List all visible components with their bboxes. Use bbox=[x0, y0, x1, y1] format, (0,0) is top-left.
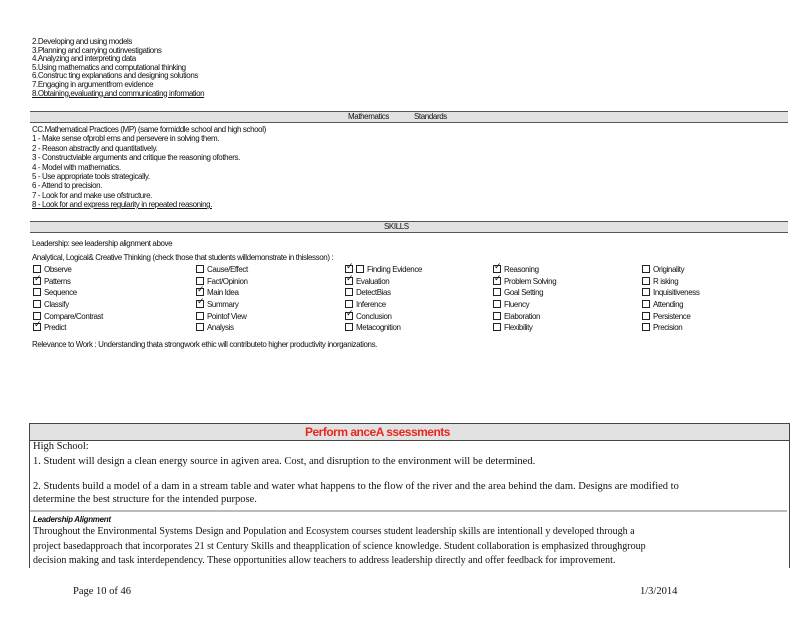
skills-column-cause bbox=[196, 265, 248, 335]
math-item: 3 - Constructviable arguments and critique the reasoning ofothers. bbox=[32, 153, 240, 163]
skill-item[interactable]: ✓Reasoning bbox=[493, 265, 556, 277]
skill-item[interactable]: ✓Summary bbox=[196, 300, 248, 312]
skills-column-evidence bbox=[345, 265, 422, 335]
checkbox[interactable] bbox=[33, 277, 41, 285]
checkbox[interactable] bbox=[493, 265, 501, 273]
math-standards-header bbox=[30, 111, 788, 123]
page-number: Page 10 of 46 bbox=[73, 586, 132, 597]
skills-column-observe bbox=[33, 265, 103, 335]
skill-item[interactable]: Flexibility bbox=[493, 323, 556, 335]
practice-item: 8.Obtaining,evaluating,and communicating information bbox=[32, 88, 205, 98]
skills-header bbox=[30, 221, 788, 233]
skills-categories-line: Analytical, Logical& Creative Thinking (check those that students willdemonstrate in thislesson) : bbox=[32, 253, 334, 262]
checkbox[interactable] bbox=[33, 300, 41, 308]
leadership-text-line: project basedapproach that incorporates 21 st Century Skills and theapplication of science knowledge. Student collaboration is emphasized throughgroup bbox=[33, 541, 646, 552]
checkbox[interactable] bbox=[642, 312, 650, 320]
checkbox[interactable] bbox=[493, 288, 501, 296]
skill-item[interactable]: Fact/Opinion bbox=[196, 277, 248, 289]
skill-item[interactable]: Persistence bbox=[642, 312, 699, 324]
skill-item[interactable]: ✓Problem Solving bbox=[493, 277, 556, 289]
skill-item[interactable]: ✓Conclusion bbox=[345, 312, 422, 324]
practice-item: 2.Developing and using models bbox=[32, 37, 133, 46]
skills-column-originality bbox=[642, 265, 699, 335]
skill-item[interactable]: Precision bbox=[642, 323, 699, 335]
checkbox[interactable] bbox=[33, 265, 41, 273]
math-item: 2 - Reason abstractly and quantitatively. bbox=[32, 143, 158, 153]
skill-item[interactable]: Classify bbox=[33, 300, 103, 312]
skill-item[interactable]: Elaboration bbox=[493, 312, 556, 324]
checkbox[interactable] bbox=[196, 300, 204, 308]
skill-item[interactable]: ✓Evaluation bbox=[345, 277, 422, 289]
performance-level: High School: bbox=[33, 441, 89, 452]
skill-item[interactable]: ✓Main Idea bbox=[196, 288, 248, 300]
checkbox[interactable] bbox=[345, 288, 353, 296]
math-item: 6 - Attend to precision. bbox=[32, 181, 103, 191]
performance-item-2: 2. Students build a model of a dam in a stream table and water what happens to the flow of the river and the area behind the dam. Designs are modified to bbox=[33, 481, 679, 492]
checkbox[interactable] bbox=[493, 312, 501, 320]
skill-item[interactable]: Observe bbox=[33, 265, 103, 277]
practice-item: 5.Using mathematics and computational thinking bbox=[32, 62, 186, 72]
math-item: 5 - Use appropriate tools strategically. bbox=[32, 171, 150, 181]
skill-item[interactable]: Pointof View bbox=[196, 312, 248, 324]
leadership-text-line: Throughout the Environmental Systems Design and Population and Ecosystem courses student leadership skills are intentionall y developed through a bbox=[33, 526, 635, 537]
skill-item[interactable]: Goal Setting bbox=[493, 288, 556, 300]
relevance-line: Relevance to Work : Understanding thata strongwork ethic will contributeto higher productivity inorganizations. bbox=[32, 340, 377, 349]
math-item: 8 - Look for and express regularity in repeated reasoning. bbox=[32, 200, 213, 210]
checkbox[interactable] bbox=[345, 277, 353, 285]
math-header-left: Mathematics bbox=[348, 112, 389, 121]
skill-item[interactable]: Fluency bbox=[493, 300, 556, 312]
math-item: 1 - Make sense ofprobl ems and persevere in solving them. bbox=[32, 134, 220, 144]
checkbox[interactable] bbox=[33, 312, 41, 320]
checkbox[interactable] bbox=[345, 323, 353, 331]
practice-item: 6.Construc ting explanations and designing solutions bbox=[32, 71, 198, 81]
checkbox[interactable] bbox=[196, 323, 204, 331]
skill-item[interactable]: Metacognition bbox=[345, 323, 422, 335]
math-header-right: Standards bbox=[414, 112, 447, 121]
checkbox[interactable] bbox=[493, 277, 501, 285]
skill-item[interactable]: Compare/Contrast bbox=[33, 312, 103, 324]
checkbox[interactable] bbox=[196, 265, 204, 273]
skill-item[interactable]: Originality bbox=[642, 265, 699, 277]
checkbox[interactable] bbox=[493, 323, 501, 331]
skill-item[interactable]: Cause/Effect bbox=[196, 265, 248, 277]
leadership-alignment-label: Leadership Alignment bbox=[33, 515, 111, 524]
math-practices-list bbox=[32, 126, 266, 211]
skill-item[interactable]: Attending bbox=[642, 300, 699, 312]
performance-assessments-header bbox=[29, 423, 790, 441]
performance-item-1: 1. Student will design a clean energy source in agiven area. Cost, and disruption to the environment will be determined. bbox=[33, 456, 536, 467]
checkbox[interactable] bbox=[345, 265, 353, 273]
skill-item[interactable]: Analysis bbox=[196, 323, 248, 335]
math-item: 4 - Model with mathematics. bbox=[32, 162, 121, 172]
checkbox[interactable] bbox=[196, 277, 204, 285]
checkbox[interactable] bbox=[356, 265, 364, 273]
skill-item[interactable]: ✓Patterns bbox=[33, 277, 103, 289]
practices-list bbox=[32, 38, 204, 98]
checkbox[interactable] bbox=[196, 288, 204, 296]
skill-item[interactable]: ✓Finding Evidence bbox=[345, 265, 422, 277]
checkbox[interactable] bbox=[642, 323, 650, 331]
checkbox[interactable] bbox=[642, 300, 650, 308]
skills-column-reasoning bbox=[493, 265, 556, 335]
performance-title: Perform anceA ssessments bbox=[305, 425, 450, 439]
checkbox[interactable] bbox=[642, 277, 650, 285]
checkbox[interactable] bbox=[33, 288, 41, 296]
skill-item[interactable]: DetectBias bbox=[345, 288, 422, 300]
skill-item[interactable]: R isking bbox=[642, 277, 699, 289]
checkbox[interactable] bbox=[345, 300, 353, 308]
performance-item-2-cont: determine the best structure for the intended purpose. bbox=[33, 494, 257, 505]
leadership-text-line: decision making and task interdependency. These opportunities allow teachers to address leadership directly and offer feedback for improvement. bbox=[33, 555, 616, 566]
skills-header-label: SKILLS bbox=[384, 222, 409, 231]
skill-item[interactable]: ✓Predict bbox=[33, 323, 103, 335]
practice-item: 4.Analyzing and interpreting data bbox=[32, 54, 136, 64]
footer-date: 1/3/2014 bbox=[640, 586, 678, 597]
checkbox[interactable] bbox=[642, 265, 650, 273]
leadership-line: Leadership: see leadership alignment above bbox=[32, 239, 173, 248]
checkbox[interactable] bbox=[196, 312, 204, 320]
skill-item[interactable]: Inquisitiveness bbox=[642, 288, 699, 300]
checkbox[interactable] bbox=[642, 288, 650, 296]
checkbox[interactable] bbox=[33, 323, 41, 331]
math-item: CC.Mathematical Practices (MP) (same formiddle school and high school) bbox=[32, 125, 266, 134]
skill-item[interactable]: Sequence bbox=[33, 288, 103, 300]
checkbox[interactable] bbox=[493, 300, 501, 308]
checkbox[interactable] bbox=[345, 312, 353, 320]
skill-item[interactable]: Inference bbox=[345, 300, 422, 312]
math-item: 7 - Look for and make use ofstructure. bbox=[32, 190, 152, 200]
practice-item: 3.Planning and carrying outinvestigations bbox=[32, 45, 162, 55]
practice-item: 7.Engaging in argumentfrom evidence bbox=[32, 79, 154, 89]
